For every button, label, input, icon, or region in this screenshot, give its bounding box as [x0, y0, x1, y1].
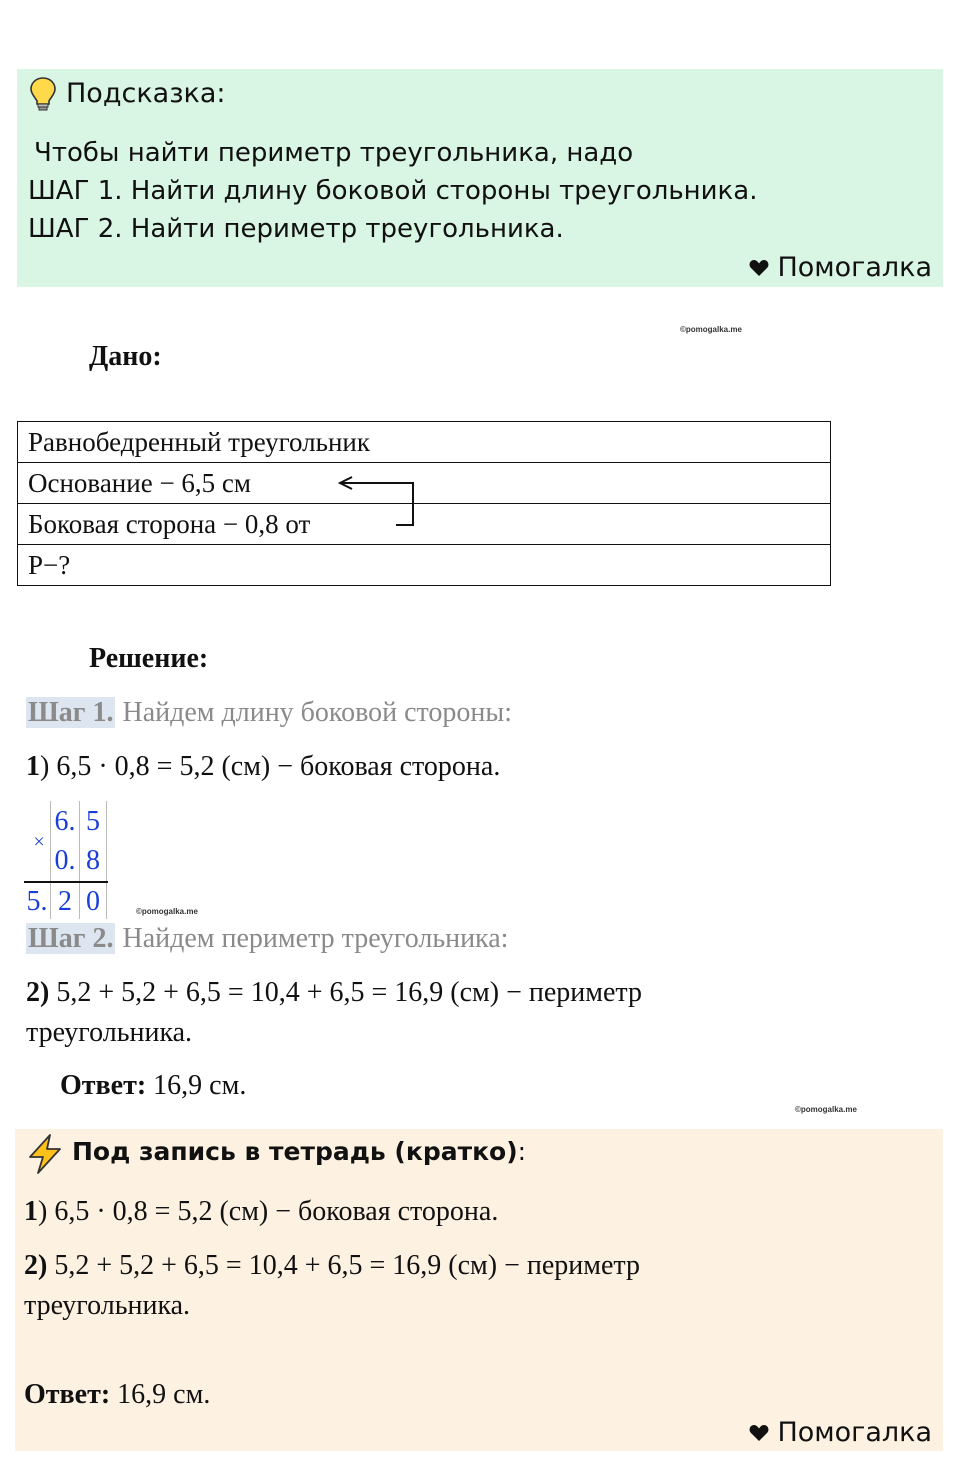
- given-row-question: P−?: [18, 545, 831, 586]
- digit: 0.: [54, 845, 76, 876]
- short-equation-2-text: 5,2 + 5,2 + 6,5 = 10,4 + 6,5 = 16,9 (см) − периметр: [47, 1250, 640, 1281]
- answer-text: 16,9 см.: [146, 1070, 247, 1101]
- equation-2: [26, 977, 642, 1009]
- given-heading: Дано:: [89, 341, 162, 372]
- equation-1: [26, 751, 500, 783]
- short-answer-label: Ответ:: [24, 1379, 111, 1410]
- hint-step1-label: ШАГ 1.: [28, 176, 123, 206]
- short-equation-2-number: 2): [24, 1250, 48, 1281]
- watermark: ©pomogalka.me: [136, 907, 198, 916]
- brand-text: Помогалка: [777, 1417, 932, 1448]
- digit: 5: [86, 806, 100, 837]
- brand-label: [749, 252, 932, 283]
- lightbulb-icon: [28, 76, 58, 112]
- hint-title: Подсказка:: [66, 78, 226, 109]
- equation-1-number: 1: [26, 751, 40, 782]
- answer-label: Ответ:: [60, 1070, 147, 1101]
- brand-text: Помогалка: [777, 252, 932, 283]
- brand-label: [749, 1417, 932, 1448]
- equation-1-text: ) 6,5 · 0,8 = 5,2 (см) − боковая сторона.: [40, 751, 501, 782]
- step1-header: [26, 697, 512, 729]
- step2-text: Найдем периметр треугольника:: [115, 923, 509, 954]
- step1-text: Найдем длину боковой стороны:: [115, 697, 512, 728]
- heart-icon: [749, 259, 769, 277]
- equation-2-cont: треугольника.: [26, 1017, 193, 1048]
- digit: 5.: [26, 886, 48, 917]
- short-answer-text: 16,9 см.: [110, 1379, 211, 1410]
- short-equation-2-cont: треугольника.: [24, 1290, 191, 1321]
- heart-icon: [749, 1424, 769, 1442]
- table-row: [18, 422, 831, 463]
- lightning-icon: [26, 1134, 64, 1174]
- multiply-sign: ×: [33, 831, 45, 853]
- short-equation-2: [24, 1250, 640, 1282]
- step1-label: Шаг 1.: [28, 697, 114, 728]
- answer: [60, 1070, 246, 1102]
- column-multiplication: [24, 801, 144, 921]
- equation-2-number: 2): [26, 977, 50, 1008]
- short-answer: [24, 1379, 210, 1411]
- digit: 6.: [54, 806, 76, 837]
- step2-label: Шаг 2.: [28, 923, 114, 954]
- table-row: [18, 545, 831, 586]
- short-title-text: Под запись в тетрадь (кратко): [72, 1137, 518, 1166]
- given-row-side: Боковая сторона − 0,8 от: [18, 504, 831, 545]
- digit: 2: [58, 886, 72, 917]
- short-equation-1-number: 1: [24, 1196, 38, 1227]
- given-row-base: Основание − 6,5 см: [18, 463, 831, 504]
- digit: 0: [86, 886, 100, 917]
- short-title: [72, 1137, 526, 1166]
- short-title-colon: :: [517, 1137, 527, 1166]
- watermark: ©pomogalka.me: [680, 325, 742, 334]
- digit: 8: [86, 845, 100, 876]
- hint-step2-label: ШАГ 2.: [28, 214, 123, 244]
- hint-step1: [28, 176, 757, 206]
- short-equation-1-text: ) 6,5 · 0,8 = 5,2 (см) − боковая сторона.: [38, 1196, 499, 1227]
- hint-step2: [28, 214, 564, 244]
- given-row-type: Равнобедренный треугольник: [18, 422, 831, 463]
- short-equation-1: [24, 1196, 498, 1228]
- step2-header: [26, 923, 508, 955]
- watermark: ©pomogalka.me: [795, 1105, 857, 1114]
- arrow-icon: [330, 470, 430, 540]
- hint-intro: Чтобы найти периметр треугольника, надо: [34, 138, 634, 168]
- hint-step2-text: Найти периметр треугольника.: [122, 214, 564, 244]
- hint-step1-text: Найти длину боковой стороны треугольника.: [122, 176, 758, 206]
- equation-2-text: 5,2 + 5,2 + 6,5 = 10,4 + 6,5 = 16,9 (см) − периметр: [49, 977, 642, 1008]
- solution-heading: Решение:: [89, 643, 209, 674]
